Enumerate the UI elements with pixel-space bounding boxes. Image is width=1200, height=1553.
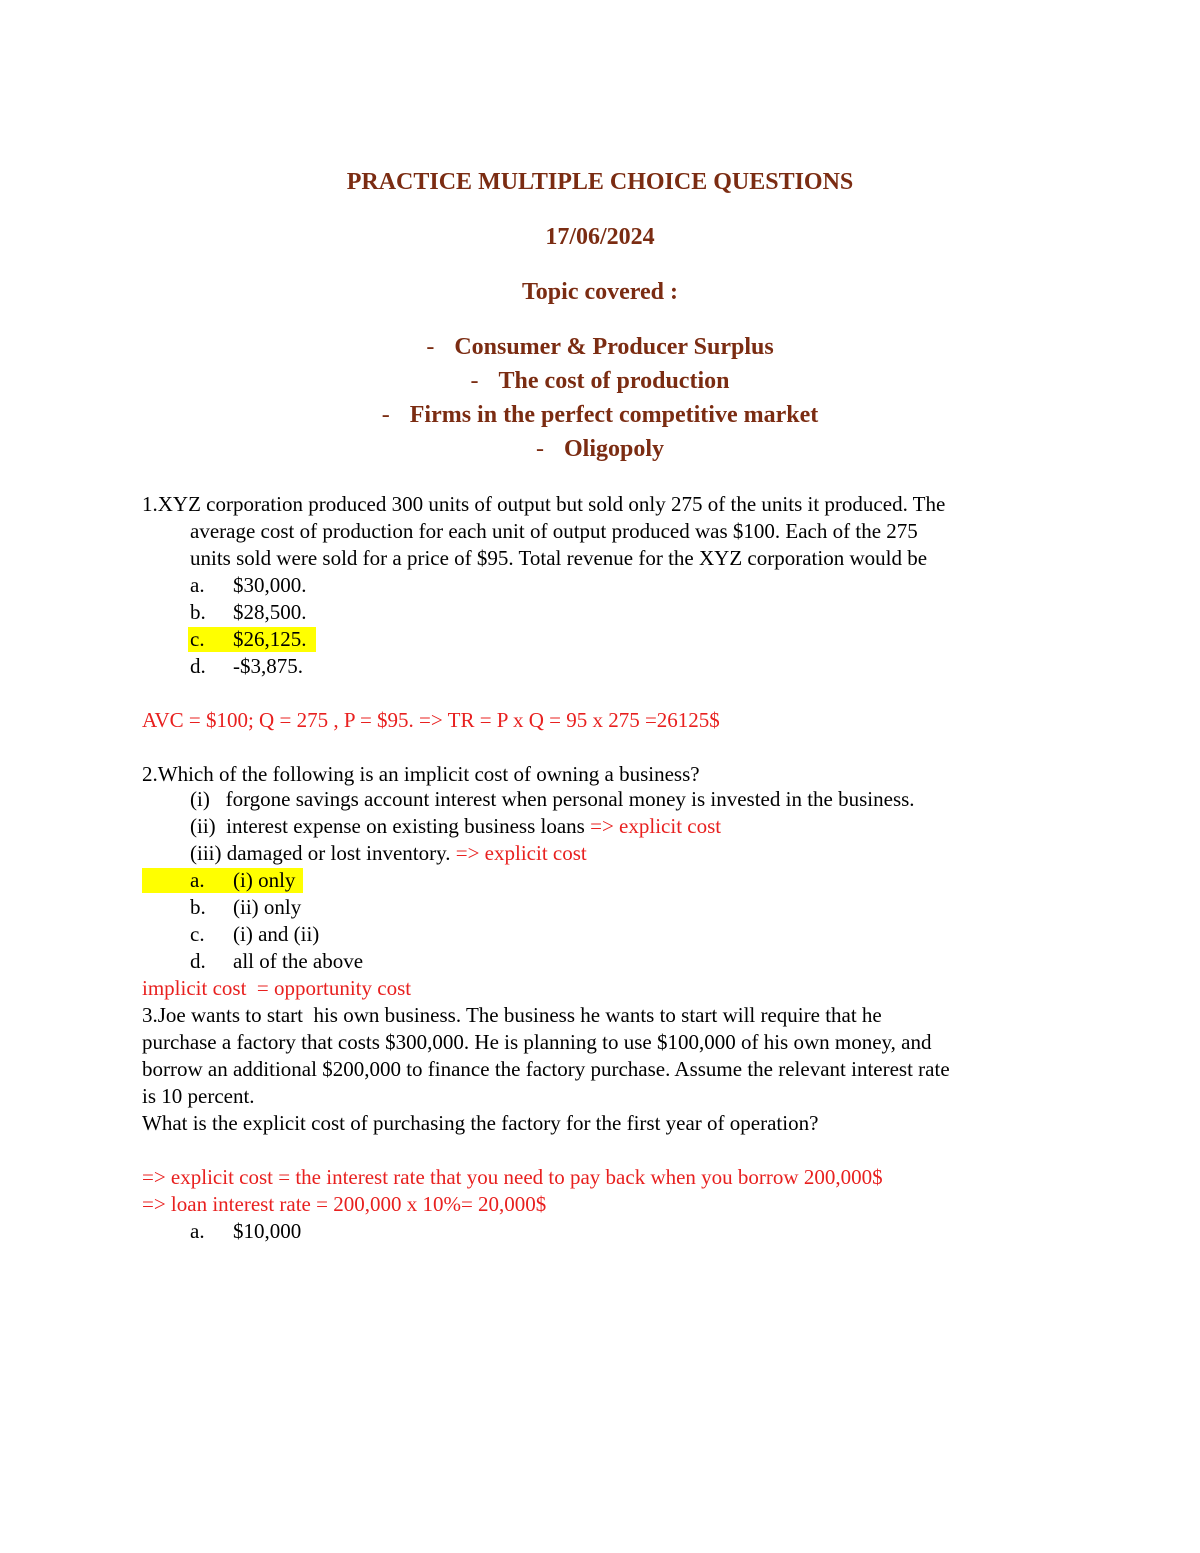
page-title: PRACTICE MULTIPLE CHOICE QUESTIONS — [346, 169, 854, 195]
option-letter: d. — [190, 654, 206, 678]
topic-text: The cost of production — [498, 368, 730, 394]
option-letter: c. — [190, 627, 205, 651]
q2-item-note: => explicit cost — [455, 841, 587, 865]
option-text: -$3,875. — [233, 654, 303, 678]
q3-answer-note: => explicit cost = the interest rate that you need to pay back when you borrow 200,000$ — [142, 1165, 883, 1189]
question-2-text: 2.Which of the following is an implicit cost of owning a business? — [142, 762, 700, 786]
option-letter: d. — [190, 949, 206, 973]
topic-text: Consumer & Producer Surplus — [454, 334, 774, 360]
question-1-line: units sold were sold for a price of $95. Total revenue for the XYZ corporation would be — [190, 546, 928, 570]
topic-dash: - — [535, 436, 544, 462]
option-text: $10,000 — [233, 1219, 302, 1243]
option-text: (i) and (ii) — [233, 922, 320, 946]
option-text: all of the above — [233, 949, 364, 973]
question-3-line: What is the explicit cost of purchasing the factory for the first year of operation? — [142, 1111, 819, 1135]
topic-item — [0, 368, 1200, 395]
option-text: (i) only — [233, 868, 296, 892]
option-letter: a. — [190, 573, 205, 597]
option-letter: c. — [190, 922, 205, 946]
q2-answer-note: implicit cost = opportunity cost — [142, 976, 412, 1000]
q3-answer-note: => loan interest rate = 200,000 x 10%= 20,000$ — [142, 1192, 547, 1216]
topic-dash: - — [426, 334, 435, 360]
q2-item-text: (iii) damaged or lost inventory. — [190, 841, 456, 865]
question-3-line: purchase a factory that costs $300,000. He is planning to use $100,000 of his own money, and — [142, 1030, 932, 1054]
question-3-line: is 10 percent. — [142, 1084, 255, 1108]
topic-item — [0, 334, 1200, 361]
q2-item — [190, 813, 721, 840]
option-text: $26,125. — [233, 627, 307, 651]
option-letter: b. — [190, 600, 206, 624]
topic-item — [0, 436, 1200, 463]
topic-label: Topic covered : — [522, 279, 678, 305]
date: 17/06/2024 — [545, 224, 655, 250]
option-letter: a. — [190, 1219, 205, 1243]
question-1-line: average cost of production for each unit of output produced was $100. Each of the 275 — [190, 519, 918, 543]
option-letter: b. — [190, 895, 206, 919]
question-3-line: 3.Joe wants to start his own business. The business he wants to start will require that he — [142, 1003, 882, 1027]
q1-answer-note: AVC = $100; Q = 275 , P = $95. => TR = P x Q = 95 x 275 =26125$ — [142, 708, 720, 732]
topic-dash: - — [381, 402, 390, 428]
topic-item — [0, 402, 1200, 429]
topic-text: Firms in the perfect competitive market — [409, 402, 819, 428]
option-text: $30,000. — [233, 573, 307, 597]
topic-text: Oligopoly — [563, 436, 665, 462]
q2-item — [190, 786, 915, 813]
question-3-line: borrow an additional $200,000 to finance the factory purchase. Assume the relevant interest rate — [142, 1057, 950, 1081]
topic-dash: - — [470, 368, 479, 394]
q2-item-text: (i) forgone savings account interest when personal money is invested in the business. — [190, 787, 915, 811]
option-text: $28,500. — [233, 600, 307, 624]
q2-item-note: => explicit cost — [590, 814, 722, 838]
option-letter: a. — [190, 868, 205, 892]
q2-item — [190, 840, 587, 867]
q2-item-text: (ii) interest expense on existing business loans — [190, 814, 591, 838]
option-text: (ii) only — [233, 895, 302, 919]
question-1-line: 1.XYZ corporation produced 300 units of output but sold only 275 of the units it produced. The — [142, 492, 946, 516]
